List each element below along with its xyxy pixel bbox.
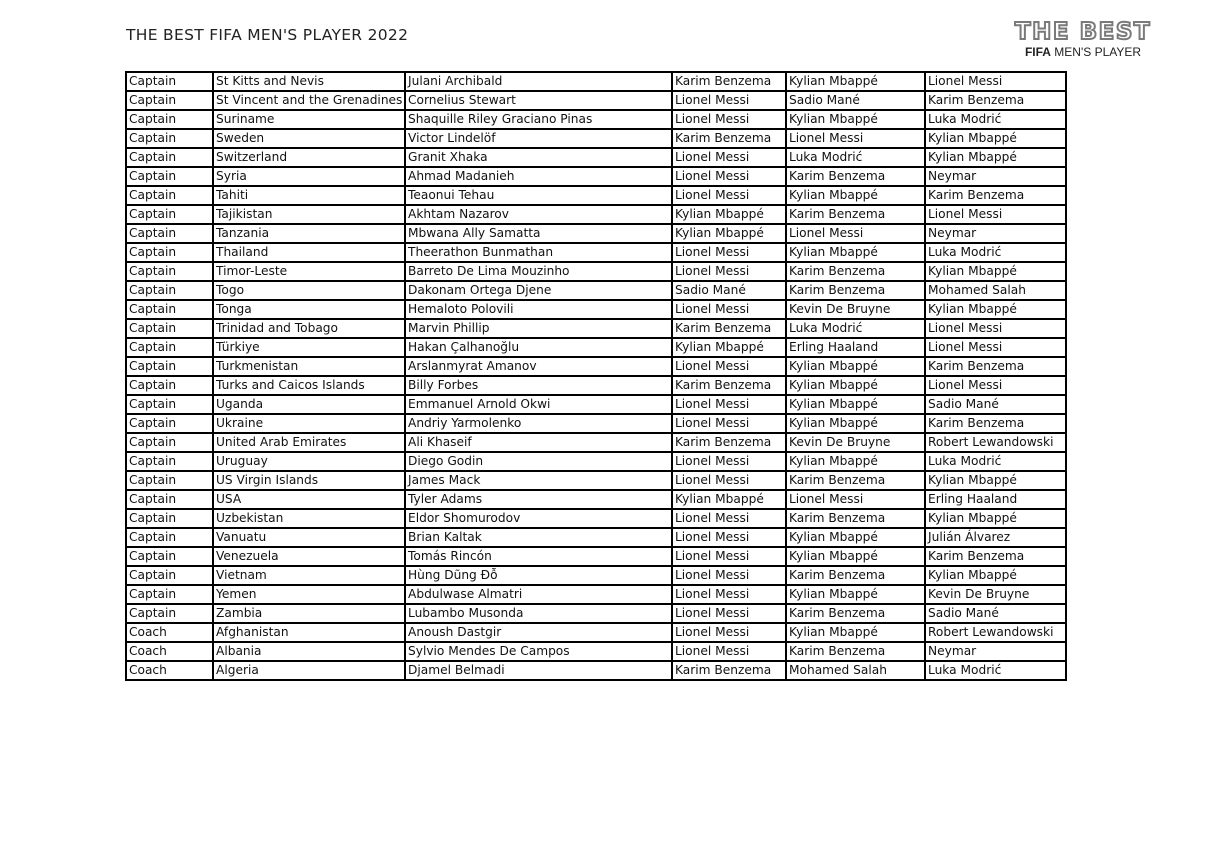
voter-name-cell: Marvin Phillip (405, 319, 672, 338)
second-place-cell: Karim Benzema (786, 262, 925, 281)
country-cell: USA (213, 490, 405, 509)
voter-role-cell: Captain (126, 604, 213, 623)
country-cell: Albania (213, 642, 405, 661)
country-cell: Zambia (213, 604, 405, 623)
first-place-cell: Lionel Messi (672, 528, 786, 547)
voter-role-cell: Captain (126, 300, 213, 319)
second-place-cell: Kylian Mbappé (786, 623, 925, 642)
logo-sub-rest: MEN'S PLAYER (1054, 45, 1142, 59)
voter-name-cell: Brian Kaltak (405, 528, 672, 547)
voter-role-cell: Captain (126, 167, 213, 186)
table-row (126, 281, 1066, 300)
voter-role-cell: Coach (126, 661, 213, 680)
voter-name-cell: Mbwana Ally Samatta (405, 224, 672, 243)
voter-role-cell: Captain (126, 395, 213, 414)
voter-role-cell: Captain (126, 262, 213, 281)
first-place-cell: Lionel Messi (672, 566, 786, 585)
voter-name-cell: Shaquille Riley Graciano Pinas (405, 110, 672, 129)
third-place-cell: Karim Benzema (925, 91, 1066, 110)
third-place-cell: Sadio Mané (925, 604, 1066, 623)
voter-role-cell: Captain (126, 528, 213, 547)
voter-name-cell: Victor Lindelöf (405, 129, 672, 148)
voter-name-cell: Hemaloto Polovili (405, 300, 672, 319)
table-row (126, 300, 1066, 319)
first-place-cell: Karim Benzema (672, 319, 786, 338)
table-row (126, 623, 1066, 642)
third-place-cell: Karim Benzema (925, 414, 1066, 433)
country-cell: Algeria (213, 661, 405, 680)
second-place-cell: Lionel Messi (786, 490, 925, 509)
voter-role-cell: Captain (126, 91, 213, 110)
voter-name-cell: James Mack (405, 471, 672, 490)
voter-name-cell: Abdulwase Almatri (405, 585, 672, 604)
voter-name-cell: Hùng Dũng Đỗ (405, 566, 672, 585)
table-row (126, 167, 1066, 186)
second-place-cell: Kylian Mbappé (786, 585, 925, 604)
second-place-cell: Karim Benzema (786, 471, 925, 490)
voter-role-cell: Captain (126, 376, 213, 395)
voter-role-cell: Coach (126, 623, 213, 642)
page-title: THE BEST FIFA MEN'S PLAYER 2022 (126, 26, 409, 44)
voter-name-cell: Tyler Adams (405, 490, 672, 509)
country-cell: Turkmenistan (213, 357, 405, 376)
second-place-cell: Karim Benzema (786, 642, 925, 661)
first-place-cell: Lionel Messi (672, 452, 786, 471)
table-row (126, 357, 1066, 376)
table-row (126, 642, 1066, 661)
voter-name-cell: Lubambo Musonda (405, 604, 672, 623)
voter-role-cell: Captain (126, 547, 213, 566)
voter-name-cell: Eldor Shomurodov (405, 509, 672, 528)
table-row (126, 490, 1066, 509)
first-place-cell: Karim Benzema (672, 433, 786, 452)
first-place-cell: Kylian Mbappé (672, 224, 786, 243)
logo-main-text: THE BEST (1014, 19, 1152, 45)
logo-sub-text (1008, 45, 1158, 59)
third-place-cell: Luka Modrić (925, 110, 1066, 129)
third-place-cell: Lionel Messi (925, 338, 1066, 357)
second-place-cell: Kylian Mbappé (786, 110, 925, 129)
country-cell: Türkiye (213, 338, 405, 357)
voter-role-cell: Captain (126, 490, 213, 509)
voter-role-cell: Captain (126, 205, 213, 224)
third-place-cell: Karim Benzema (925, 547, 1066, 566)
third-place-cell: Mohamed Salah (925, 281, 1066, 300)
first-place-cell: Lionel Messi (672, 585, 786, 604)
first-place-cell: Karim Benzema (672, 661, 786, 680)
third-place-cell: Neymar (925, 224, 1066, 243)
third-place-cell: Sadio Mané (925, 395, 1066, 414)
table-row (126, 528, 1066, 547)
country-cell: Tahiti (213, 186, 405, 205)
first-place-cell: Lionel Messi (672, 186, 786, 205)
voter-name-cell: Cornelius Stewart (405, 91, 672, 110)
voter-role-cell: Captain (126, 338, 213, 357)
first-place-cell: Karim Benzema (672, 72, 786, 91)
table-row (126, 110, 1066, 129)
second-place-cell: Karim Benzema (786, 509, 925, 528)
third-place-cell: Lionel Messi (925, 72, 1066, 91)
third-place-cell: Robert Lewandowski (925, 623, 1066, 642)
third-place-cell: Kylian Mbappé (925, 566, 1066, 585)
first-place-cell: Lionel Messi (672, 623, 786, 642)
third-place-cell: Lionel Messi (925, 205, 1066, 224)
voter-role-cell: Captain (126, 319, 213, 338)
third-place-cell: Kylian Mbappé (925, 129, 1066, 148)
table-row (126, 433, 1066, 452)
second-place-cell: Kylian Mbappé (786, 528, 925, 547)
first-place-cell: Lionel Messi (672, 91, 786, 110)
country-cell: Trinidad and Tobago (213, 319, 405, 338)
second-place-cell: Karim Benzema (786, 205, 925, 224)
second-place-cell: Kylian Mbappé (786, 357, 925, 376)
second-place-cell: Kylian Mbappé (786, 243, 925, 262)
first-place-cell: Lionel Messi (672, 243, 786, 262)
voter-name-cell: Granit Xhaka (405, 148, 672, 167)
table-row (126, 395, 1066, 414)
voter-role-cell: Captain (126, 566, 213, 585)
first-place-cell: Lionel Messi (672, 167, 786, 186)
first-place-cell: Sadio Mané (672, 281, 786, 300)
country-cell: Turks and Caicos Islands (213, 376, 405, 395)
third-place-cell: Erling Haaland (925, 490, 1066, 509)
first-place-cell: Lionel Messi (672, 471, 786, 490)
logo-sub-bold: FIFA (1024, 45, 1051, 59)
table-row (126, 148, 1066, 167)
country-cell: Venezuela (213, 547, 405, 566)
voter-role-cell: Captain (126, 72, 213, 91)
second-place-cell: Luka Modrić (786, 148, 925, 167)
country-cell: Vanuatu (213, 528, 405, 547)
third-place-cell: Lionel Messi (925, 319, 1066, 338)
table-row (126, 452, 1066, 471)
voter-name-cell: Dakonam Ortega Djene (405, 281, 672, 300)
second-place-cell: Kevin De Bruyne (786, 433, 925, 452)
second-place-cell: Karim Benzema (786, 566, 925, 585)
voter-role-cell: Captain (126, 471, 213, 490)
voter-name-cell: Arslanmyrat Amanov (405, 357, 672, 376)
voter-name-cell: Sylvio Mendes De Campos (405, 642, 672, 661)
voter-name-cell: Akhtam Nazarov (405, 205, 672, 224)
first-place-cell: Lionel Messi (672, 357, 786, 376)
table-row (126, 604, 1066, 623)
second-place-cell: Kylian Mbappé (786, 547, 925, 566)
second-place-cell: Kevin De Bruyne (786, 300, 925, 319)
first-place-cell: Lionel Messi (672, 300, 786, 319)
third-place-cell: Lionel Messi (925, 376, 1066, 395)
the-best-logo (1008, 20, 1158, 59)
first-place-cell: Lionel Messi (672, 148, 786, 167)
country-cell: Syria (213, 167, 405, 186)
first-place-cell: Lionel Messi (672, 110, 786, 129)
country-cell: Uruguay (213, 452, 405, 471)
first-place-cell: Kylian Mbappé (672, 205, 786, 224)
second-place-cell: Sadio Mané (786, 91, 925, 110)
voter-role-cell: Captain (126, 224, 213, 243)
country-cell: Yemen (213, 585, 405, 604)
third-place-cell: Robert Lewandowski (925, 433, 1066, 452)
third-place-cell: Kylian Mbappé (925, 300, 1066, 319)
voter-name-cell: Teaonui Tehau (405, 186, 672, 205)
third-place-cell: Kylian Mbappé (925, 509, 1066, 528)
table-row (126, 566, 1066, 585)
country-cell: Togo (213, 281, 405, 300)
voter-role-cell: Captain (126, 129, 213, 148)
third-place-cell: Karim Benzema (925, 186, 1066, 205)
second-place-cell: Erling Haaland (786, 338, 925, 357)
country-cell: Uganda (213, 395, 405, 414)
first-place-cell: Karim Benzema (672, 129, 786, 148)
second-place-cell: Luka Modrić (786, 319, 925, 338)
voter-role-cell: Captain (126, 148, 213, 167)
first-place-cell: Lionel Messi (672, 604, 786, 623)
table-row (126, 376, 1066, 395)
voter-name-cell: Barreto De Lima Mouzinho (405, 262, 672, 281)
voter-role-cell: Captain (126, 186, 213, 205)
table-row (126, 509, 1066, 528)
first-place-cell: Lionel Messi (672, 547, 786, 566)
voter-role-cell: Captain (126, 585, 213, 604)
third-place-cell: Neymar (925, 642, 1066, 661)
country-cell: Sweden (213, 129, 405, 148)
first-place-cell: Kylian Mbappé (672, 490, 786, 509)
table-row (126, 224, 1066, 243)
country-cell: Ukraine (213, 414, 405, 433)
voter-role-cell: Captain (126, 509, 213, 528)
country-cell: Tonga (213, 300, 405, 319)
voter-role-cell: Captain (126, 433, 213, 452)
third-place-cell: Kylian Mbappé (925, 262, 1066, 281)
first-place-cell: Lionel Messi (672, 414, 786, 433)
country-cell: Uzbekistan (213, 509, 405, 528)
country-cell: Timor-Leste (213, 262, 405, 281)
country-cell: United Arab Emirates (213, 433, 405, 452)
voter-role-cell: Captain (126, 414, 213, 433)
voter-role-cell: Captain (126, 281, 213, 300)
second-place-cell: Lionel Messi (786, 129, 925, 148)
third-place-cell: Luka Modrić (925, 661, 1066, 680)
table-row (126, 243, 1066, 262)
country-cell: Thailand (213, 243, 405, 262)
third-place-cell: Kevin De Bruyne (925, 585, 1066, 604)
table-row (126, 547, 1066, 566)
second-place-cell: Kylian Mbappé (786, 376, 925, 395)
first-place-cell: Lionel Messi (672, 262, 786, 281)
voter-name-cell: Julani Archibald (405, 72, 672, 91)
second-place-cell: Kylian Mbappé (786, 72, 925, 91)
third-place-cell: Kylian Mbappé (925, 471, 1066, 490)
third-place-cell: Julián Álvarez (925, 528, 1066, 547)
voter-role-cell: Captain (126, 243, 213, 262)
voter-name-cell: Andriy Yarmolenko (405, 414, 672, 433)
country-cell: Vietnam (213, 566, 405, 585)
table-row (126, 91, 1066, 110)
second-place-cell: Kylian Mbappé (786, 452, 925, 471)
table-row (126, 205, 1066, 224)
voter-name-cell: Ali Khaseif (405, 433, 672, 452)
voter-role-cell: Captain (126, 110, 213, 129)
table-row (126, 661, 1066, 680)
table-row (126, 471, 1066, 490)
first-place-cell: Kylian Mbappé (672, 338, 786, 357)
first-place-cell: Lionel Messi (672, 642, 786, 661)
third-place-cell: Karim Benzema (925, 357, 1066, 376)
country-cell: US Virgin Islands (213, 471, 405, 490)
country-cell: Suriname (213, 110, 405, 129)
country-cell: St Vincent and the Grenadines (213, 91, 405, 110)
votes-table-body (126, 72, 1066, 680)
voter-role-cell: Captain (126, 357, 213, 376)
third-place-cell: Kylian Mbappé (925, 148, 1066, 167)
table-row (126, 338, 1066, 357)
voter-name-cell: Theerathon Bunmathan (405, 243, 672, 262)
second-place-cell: Kylian Mbappé (786, 186, 925, 205)
second-place-cell: Kylian Mbappé (786, 414, 925, 433)
second-place-cell: Lionel Messi (786, 224, 925, 243)
voter-name-cell: Tomás Rincón (405, 547, 672, 566)
voter-name-cell: Anoush Dastgir (405, 623, 672, 642)
first-place-cell: Lionel Messi (672, 395, 786, 414)
table-row (126, 129, 1066, 148)
second-place-cell: Mohamed Salah (786, 661, 925, 680)
voter-name-cell: Hakan Çalhanoğlu (405, 338, 672, 357)
voter-name-cell: Djamel Belmadi (405, 661, 672, 680)
third-place-cell: Neymar (925, 167, 1066, 186)
table-row (126, 585, 1066, 604)
second-place-cell: Karim Benzema (786, 604, 925, 623)
third-place-cell: Luka Modrić (925, 452, 1066, 471)
second-place-cell: Karim Benzema (786, 167, 925, 186)
first-place-cell: Karim Benzema (672, 376, 786, 395)
table-row (126, 72, 1066, 91)
table-row (126, 319, 1066, 338)
table-row (126, 414, 1066, 433)
second-place-cell: Kylian Mbappé (786, 395, 925, 414)
third-place-cell: Luka Modrić (925, 243, 1066, 262)
voter-role-cell: Captain (126, 452, 213, 471)
table-row (126, 186, 1066, 205)
first-place-cell: Lionel Messi (672, 509, 786, 528)
country-cell: Tajikistan (213, 205, 405, 224)
voter-role-cell: Coach (126, 642, 213, 661)
votes-table (125, 71, 1067, 681)
second-place-cell: Karim Benzema (786, 281, 925, 300)
voter-name-cell: Billy Forbes (405, 376, 672, 395)
voter-name-cell: Emmanuel Arnold Okwi (405, 395, 672, 414)
country-cell: St Kitts and Nevis (213, 72, 405, 91)
country-cell: Afghanistan (213, 623, 405, 642)
country-cell: Tanzania (213, 224, 405, 243)
table-row (126, 262, 1066, 281)
country-cell: Switzerland (213, 148, 405, 167)
voter-name-cell: Ahmad Madanieh (405, 167, 672, 186)
voter-name-cell: Diego Godin (405, 452, 672, 471)
